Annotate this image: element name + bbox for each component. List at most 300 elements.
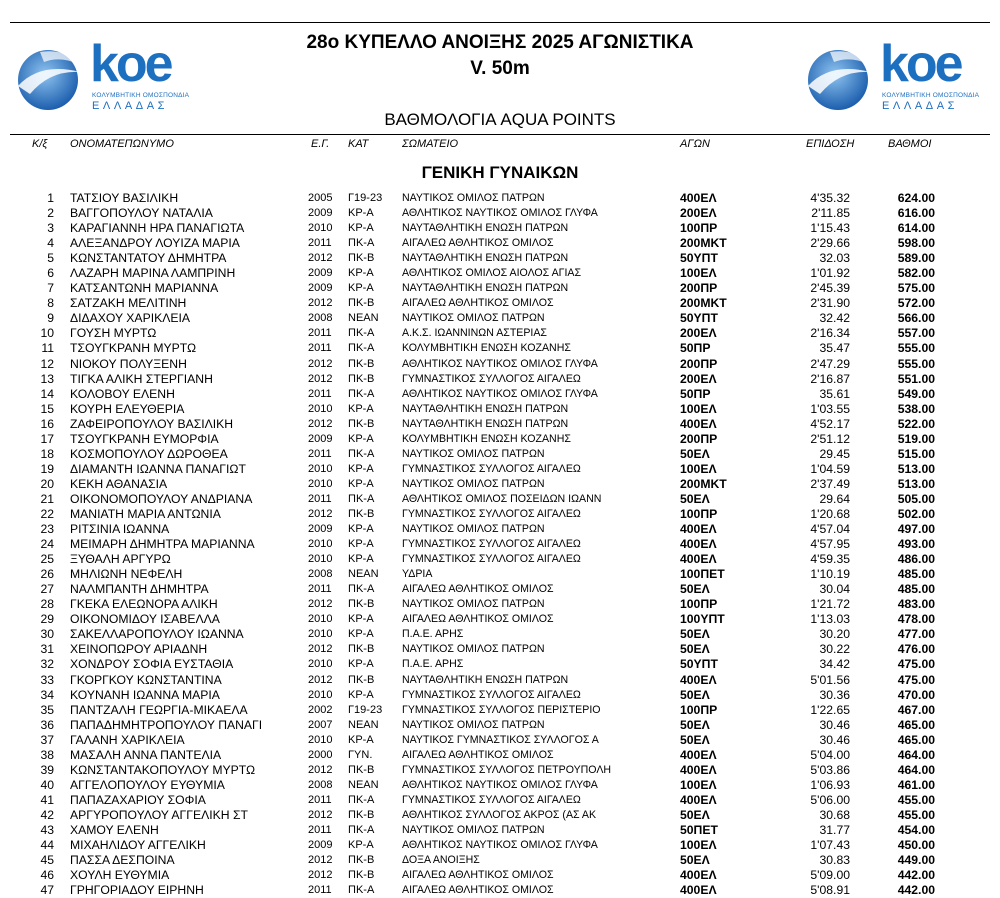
time-cell: 2'31.90 — [810, 296, 850, 311]
table-row — [0, 748, 1000, 763]
points-cell: 522.00 — [897, 416, 935, 431]
birth-year-cell: 2010 — [308, 553, 333, 566]
club-cell: ΝΑΥΤΑΘΛΗΤΙΚΗ ΕΝΩΣΗ ΠΑΤΡΩΝ — [402, 282, 569, 295]
name-cell: ΜΙΧΑΗΛΙΔΟΥ ΑΓΓΕΛΙΚΗ — [70, 838, 206, 853]
points-cell: 478.00 — [897, 612, 935, 627]
birth-year-cell: 2008 — [308, 312, 333, 325]
club-cell: ΓΥΜΝΑΣΤΙΚΟΣ ΣΥΛΛΟΓΟΣ ΑΙΓΑΛΕΩ — [402, 538, 581, 551]
name-cell: ΜΗΛΙΩΝΗ ΝΕΦΕΛΗ — [70, 567, 183, 582]
club-cell: ΔΟΞΑ ΑΝΟΙΞΗΣ — [402, 854, 480, 867]
rank-cell: 17 — [40, 431, 54, 446]
event-cell: 400ΕΛ — [680, 762, 717, 777]
name-cell: ΜΕΙΜΑΡΗ ΔΗΜΗΤΡΑ ΜΑΡΙΑΝΝΑ — [70, 537, 255, 552]
birth-year-cell: 2009 — [308, 432, 333, 445]
event-cell: 50ΕΛ — [680, 582, 710, 597]
name-cell: ΚΑΡΑΓΙΑΝΝΗ ΗΡΑ ΠΑΝΑΓΙΩΤΑ — [70, 221, 245, 236]
time-cell: 5'08.91 — [810, 883, 850, 898]
rank-cell: 22 — [40, 506, 54, 521]
event-cell: 400ΕΛ — [680, 552, 717, 567]
col-header-year: Ε.Γ. — [311, 138, 330, 150]
table-row — [0, 507, 1000, 522]
time-cell: 4'57.04 — [810, 522, 850, 537]
table-row — [0, 357, 1000, 372]
table-row — [0, 221, 1000, 236]
col-header-event: ΑΓΩΝ — [680, 138, 710, 150]
table-row — [0, 296, 1000, 311]
event-cell: 400ΕΛ — [680, 868, 717, 883]
rank-cell: 1 — [47, 191, 54, 205]
event-cell: 400ΕΛ — [680, 792, 717, 807]
rank-cell: 12 — [40, 356, 54, 371]
birth-year-cell: 2012 — [308, 673, 333, 686]
points-cell: 464.00 — [897, 747, 935, 762]
name-cell: ΚΟΥΡΗ ΕΛΕΥΘΕΡΙΑ — [70, 401, 185, 416]
points-cell: 454.00 — [897, 822, 935, 837]
club-cell: Α.Κ.Σ. ΙΩΑΝΝΙΝΩΝ ΑΣΤΕΡΙΑΣ — [402, 327, 547, 340]
category-cell: ΚΡ-Α — [348, 658, 374, 671]
club-cell: ΝΑΥΤΙΚΟΣ ΟΜΙΛΟΣ ΠΑΤΡΩΝ — [402, 643, 545, 656]
rank-cell: 6 — [47, 266, 54, 281]
rank-cell: 14 — [40, 386, 54, 401]
name-cell: ΤΣΟΥΓΚΡΑΝΗ ΕΥΜΟΡΦΙΑ — [70, 431, 219, 446]
time-cell: 4'35.32 — [810, 191, 850, 205]
time-cell: 1'07.43 — [810, 838, 850, 853]
results-table — [0, 191, 1000, 898]
table-row — [0, 462, 1000, 477]
table-row — [0, 597, 1000, 612]
club-cell: ΓΥΜΝΑΣΤΙΚΟΣ ΣΥΛΛΟΓΟΣ ΑΙΓΑΛΕΩ — [402, 372, 581, 385]
rank-cell: 42 — [40, 807, 54, 822]
category-cell: ΠΚ-Β — [348, 673, 375, 686]
rank-cell: 40 — [40, 777, 54, 792]
time-cell: 30.83 — [819, 853, 850, 868]
event-cell: 200ΠΡ — [680, 281, 718, 296]
name-cell: ΧΟΥΛΗ ΕΥΘΥΜΙΑ — [70, 868, 170, 883]
section-title: ΓΕΝΙΚΗ ΓΥΝΑΙΚΩΝ — [421, 163, 579, 182]
event-cell: 50ΕΛ — [680, 717, 710, 732]
event-cell: 50ΥΠΤ — [680, 657, 718, 672]
name-cell: ΓΑΛΑΝΗ ΧΑΡΙΚΛΕΙΑ — [70, 732, 185, 747]
birth-year-cell: 2010 — [308, 628, 333, 641]
time-cell: 2'16.34 — [810, 326, 850, 341]
points-cell: 616.00 — [897, 206, 935, 221]
table-row — [0, 868, 1000, 883]
table-row — [0, 537, 1000, 552]
points-cell: 572.00 — [897, 296, 935, 311]
time-cell: 1'10.19 — [810, 567, 850, 582]
name-cell: ΤΙΓΚΑ ΑΛΙΚΗ ΣΤΕΡΓΙΑΝΗ — [70, 371, 213, 386]
event-cell: 200ΕΛ — [680, 206, 717, 221]
event-cell: 200ΜΚΤ — [680, 296, 727, 311]
category-cell: ΠΚ-Β — [348, 643, 375, 656]
table-row — [0, 612, 1000, 627]
points-cell: 549.00 — [897, 386, 935, 401]
rank-cell: 8 — [47, 296, 54, 311]
time-cell: 32.42 — [819, 311, 850, 326]
category-cell: ΠΚ-Α — [348, 237, 375, 250]
birth-year-cell: 2010 — [308, 658, 333, 671]
category-cell: ΚΡ-Α — [348, 733, 374, 746]
ranking-title: ΒΑΘΜΟΛΟΓΙΑ AQUA POINTS — [384, 110, 616, 129]
table-row — [0, 341, 1000, 356]
name-cell: ΣΑΚΕΛΛΑΡΟΠΟΥΛΟΥ ΙΩΑΝΝΑ — [70, 627, 244, 642]
category-cell: ΠΚ-Α — [348, 583, 375, 596]
points-cell: 614.00 — [897, 221, 935, 236]
category-cell: ΠΚ-Α — [348, 492, 375, 505]
table-row — [0, 326, 1000, 341]
name-cell: ΚΟΥΝΑΝΗ ΙΩΑΝΝΑ ΜΑΡΙΑ — [70, 687, 220, 702]
name-cell: ΝΑΛΜΠΑΝΤΗ ΔΗΜΗΤΡΑ — [70, 582, 209, 597]
time-cell: 32.03 — [819, 251, 850, 266]
category-cell: ΝΕΑΝ — [348, 718, 379, 731]
club-cell: Π.Α.Ε. ΑΡΗΣ — [402, 658, 464, 671]
birth-year-cell: 2007 — [308, 718, 333, 731]
name-cell: ΤΣΟΥΓΚΡΑΝΗ ΜΥΡΤΩ — [70, 341, 197, 356]
event-cell: 50ΠΡ — [680, 341, 711, 356]
category-cell: ΚΡ-Α — [348, 402, 374, 415]
category-cell: ΠΚ-Α — [348, 387, 375, 400]
table-row — [0, 522, 1000, 537]
birth-year-cell: 2012 — [308, 808, 333, 821]
birth-year-cell: 2011 — [308, 492, 332, 505]
birth-year-cell: 2011 — [308, 793, 332, 806]
birth-year-cell: 2010 — [308, 462, 333, 475]
rank-cell: 32 — [40, 657, 54, 672]
rank-cell: 2 — [47, 206, 54, 221]
rank-cell: 47 — [40, 883, 54, 898]
category-cell: ΠΚ-Α — [348, 447, 375, 460]
category-cell: ΚΡ-Α — [348, 628, 374, 641]
table-row — [0, 688, 1000, 703]
rank-cell: 5 — [47, 251, 54, 266]
event-cell: 50ΠΕΤ — [680, 822, 718, 837]
points-cell: 519.00 — [897, 431, 935, 446]
points-cell: 538.00 — [897, 401, 935, 416]
rank-cell: 29 — [40, 612, 54, 627]
time-cell: 1'22.65 — [810, 702, 850, 717]
time-cell: 2'47.29 — [810, 356, 850, 371]
club-cell: ΥΔΡΙΑ — [402, 568, 433, 581]
points-cell: 589.00 — [897, 251, 935, 266]
time-cell: 1'13.03 — [810, 612, 850, 627]
table-row — [0, 236, 1000, 251]
club-cell: Π.Α.Ε. ΑΡΗΣ — [402, 628, 464, 641]
birth-year-cell: 2011 — [308, 342, 332, 355]
points-cell: 477.00 — [897, 627, 935, 642]
club-cell: ΝΑΥΤΙΚΟΣ ΟΜΙΛΟΣ ΠΑΤΡΩΝ — [402, 312, 545, 325]
name-cell: ΠΑΝΤΖΑΛΗ ΓΕΩΡΓΙΑ-ΜΙΚΑΕΛΑ — [70, 702, 248, 717]
club-cell: ΝΑΥΤΙΚΟΣ ΟΜΙΛΟΣ ΠΑΤΡΩΝ — [402, 447, 545, 460]
name-cell: ΣΑΤΖΑΚΗ ΜΕΛΙΤΙΝΗ — [70, 296, 187, 311]
birth-year-cell: 2012 — [308, 357, 333, 370]
points-cell: 575.00 — [897, 281, 935, 296]
event-cell: 200ΕΛ — [680, 326, 717, 341]
table-row — [0, 823, 1000, 838]
birth-year-cell: 2010 — [308, 222, 333, 235]
points-cell: 551.00 — [897, 371, 935, 386]
rank-cell: 21 — [40, 491, 54, 506]
points-cell: 582.00 — [897, 266, 935, 281]
table-row — [0, 552, 1000, 567]
logo-wordmark: koe — [880, 35, 961, 93]
rank-cell: 27 — [40, 582, 54, 597]
name-cell: ΜΑΣΑΛΗ ΑΝΝΑ ΠΑΝΤΕΛΙΑ — [70, 747, 222, 762]
rank-cell: 25 — [40, 552, 54, 567]
club-cell: ΚΟΛΥΜΒΗΤΙΚΗ ΕΝΩΣΗ ΚΟΖΑΝΗΣ — [402, 342, 571, 355]
col-header-category: ΚΑΤ — [348, 138, 369, 150]
event-cell: 200ΕΛ — [680, 371, 717, 386]
points-cell: 555.00 — [897, 341, 935, 356]
points-cell: 502.00 — [897, 506, 935, 521]
points-cell: 449.00 — [897, 853, 935, 868]
birth-year-cell: 2012 — [308, 854, 333, 867]
category-cell: ΚΡ-Α — [348, 523, 374, 536]
event-cell: 50ΥΠΤ — [680, 251, 718, 266]
category-cell: ΠΚ-Β — [348, 507, 375, 520]
time-cell: 4'52.17 — [810, 416, 850, 431]
birth-year-cell: 2012 — [308, 417, 333, 430]
points-cell: 476.00 — [897, 642, 935, 657]
club-cell: ΑΘΛΗΤΙΚΟΣ ΝΑΥΤΙΚΟΣ ΟΜΙΛΟΣ ΓΛΥΦΑ — [402, 207, 598, 220]
rank-cell: 35 — [40, 702, 54, 717]
name-cell: ΔΙΔΑΧΟΥ ΧΑΡΙΚΛΕΙΑ — [70, 311, 190, 326]
time-cell: 1'15.43 — [810, 221, 850, 236]
points-cell: 465.00 — [897, 732, 935, 747]
points-cell: 513.00 — [897, 476, 935, 491]
table-row — [0, 492, 1000, 507]
club-cell: ΓΥΜΝΑΣΤΙΚΟΣ ΣΥΛΛΟΓΟΣ ΑΙΓΑΛΕΩ — [402, 688, 581, 701]
event-cell: 100ΕΛ — [680, 461, 717, 476]
category-cell: Γ19-23 — [348, 192, 383, 204]
name-cell: ΠΑΠΑΔΗΜΗΤΡΟΠΟΥΛΟΥ ΠΑΝΑΓΙ — [70, 717, 263, 732]
name-cell: ΠΑΣΣΑ ΔΕΣΠΟΙΝΑ — [70, 853, 175, 868]
birth-year-cell: 2009 — [308, 207, 333, 220]
category-cell: ΠΚ-Α — [348, 793, 375, 806]
birth-year-cell: 2010 — [308, 613, 333, 626]
category-cell: ΚΡ-Α — [348, 207, 374, 220]
time-cell: 5'06.00 — [810, 792, 850, 807]
club-cell: ΓΥΜΝΑΣΤΙΚΟΣ ΣΥΛΛΟΓΟΣ ΑΙΓΑΛΕΩ — [402, 793, 581, 806]
club-cell: ΑΘΛΗΤΙΚΟΣ ΟΜΙΛΟΣ ΠΟΣΕΙΔΩΝ ΙΩΑΝΝ — [402, 492, 602, 505]
club-cell: ΚΟΛΥΜΒΗΤΙΚΗ ΕΝΩΣΗ ΚΟΖΑΝΗΣ — [402, 432, 571, 445]
category-cell: ΝΕΑΝ — [348, 568, 379, 581]
time-cell: 29.45 — [819, 446, 850, 461]
points-cell: 455.00 — [897, 807, 935, 822]
table-row — [0, 567, 1000, 582]
logo-country: ΕΛΛΑΔΑΣ — [92, 100, 169, 112]
points-cell: 461.00 — [897, 777, 935, 792]
name-cell: ΚΟΣΜΟΠΟΥΛΟΥ ΔΩΡΟΘΕΑ — [70, 446, 228, 461]
time-cell: 1'03.55 — [810, 401, 850, 416]
event-cell: 50ΕΛ — [680, 732, 710, 747]
rank-cell: 26 — [40, 567, 54, 582]
category-cell: ΓΥΝ. — [348, 748, 373, 761]
table-row — [0, 266, 1000, 281]
table-row — [0, 883, 1000, 898]
name-cell: ΒΑΓΓΟΠΟΥΛΟΥ ΝΑΤΑΛΙΑ — [70, 206, 213, 221]
birth-year-cell: 2005 — [308, 192, 333, 204]
category-cell: ΚΡ-Α — [348, 432, 374, 445]
event-cell: 400ΕΛ — [680, 416, 717, 431]
category-cell: ΚΡ-Α — [348, 688, 374, 701]
club-cell: ΝΑΥΤΑΘΛΗΤΙΚΗ ΕΝΩΣΗ ΠΑΤΡΩΝ — [402, 252, 569, 265]
col-header-time: ΕΠΙΔΟΣΗ — [806, 138, 855, 150]
name-cell: ΔΙΑΜΑΝΤΗ ΙΩΑΝΝΑ ΠΑΝΑΓΙΩΤ — [70, 461, 246, 476]
club-cell: ΑΙΓΑΛΕΩ ΑΘΛΗΤΙΚΟΣ ΟΜΙΛΟΣ — [402, 869, 554, 882]
document-subtitle: V. 50m — [470, 58, 530, 79]
table-row — [0, 477, 1000, 492]
category-cell: ΠΚ-Β — [348, 869, 375, 882]
event-cell: 400ΕΛ — [680, 522, 717, 537]
category-cell: ΠΚ-Α — [348, 884, 375, 897]
rank-cell: 37 — [40, 732, 54, 747]
table-row — [0, 281, 1000, 296]
birth-year-cell: 2008 — [308, 778, 333, 791]
time-cell: 5'03.86 — [810, 762, 850, 777]
table-row — [0, 703, 1000, 718]
time-cell: 29.64 — [819, 491, 850, 506]
points-cell: 475.00 — [897, 657, 935, 672]
category-cell: ΝΕΑΝ — [348, 312, 379, 325]
points-cell: 475.00 — [897, 672, 935, 687]
club-cell: ΓΥΜΝΑΣΤΙΚΟΣ ΣΥΛΛΟΓΟΣ ΑΙΓΑΛΕΩ — [402, 553, 581, 566]
category-cell: ΚΡ-Α — [348, 222, 374, 235]
birth-year-cell: 2009 — [308, 839, 333, 852]
rank-cell: 7 — [47, 281, 54, 296]
time-cell: 4'59.35 — [810, 552, 850, 567]
rank-cell: 20 — [40, 476, 54, 491]
points-cell: 505.00 — [897, 491, 935, 506]
name-cell: ΚΑΤΣΑΝΤΩΝΗ ΜΑΡΙΑΝΝΑ — [70, 281, 219, 296]
birth-year-cell: 2011 — [308, 884, 332, 897]
rank-cell: 11 — [41, 341, 54, 356]
birth-year-cell: 2010 — [308, 538, 333, 551]
points-cell: 450.00 — [897, 838, 935, 853]
event-cell: 200ΜΚΤ — [680, 476, 727, 491]
club-cell: ΑΘΛΗΤΙΚΟΣ ΣΥΛΛΟΓΟΣ ΑΚΡΟΣ (ΑΣ ΑΚ — [402, 808, 597, 821]
birth-year-cell: 2011 — [308, 823, 332, 836]
name-cell: ΚΩΝΣΤΑΝΤΑΚΟΠΟΥΛΟΥ ΜΥΡΤΩ — [70, 762, 256, 777]
event-cell: 100ΥΠΤ — [680, 612, 725, 627]
birth-year-cell: 2011 — [308, 327, 332, 340]
birth-year-cell: 2012 — [308, 643, 333, 656]
points-cell: 455.00 — [897, 792, 935, 807]
points-cell: 497.00 — [897, 522, 935, 537]
table-row — [0, 582, 1000, 597]
event-cell: 50ΕΛ — [680, 853, 710, 868]
time-cell: 35.47 — [819, 341, 850, 356]
category-cell: ΠΚ-Β — [348, 372, 375, 385]
time-cell: 2'16.87 — [810, 371, 850, 386]
club-cell: ΑΘΛΗΤΙΚΟΣ ΝΑΥΤΙΚΟΣ ΟΜΙΛΟΣ ΓΛΥΦΑ — [402, 778, 598, 791]
category-cell: ΚΡ-Α — [348, 538, 374, 551]
category-cell: ΠΚ-Β — [348, 763, 375, 776]
rank-cell: 24 — [40, 537, 54, 552]
rank-cell: 28 — [40, 597, 54, 612]
points-cell: 486.00 — [897, 552, 935, 567]
club-cell: ΝΑΥΤΙΚΟΣ ΟΜΙΛΟΣ ΠΑΤΡΩΝ — [402, 477, 545, 490]
col-header-rank: Κ/ξ — [32, 138, 48, 150]
name-cell: ΞΥΘΑΛΗ ΑΡΓΥΡΩ — [70, 552, 171, 567]
time-cell: 2'45.39 — [810, 281, 850, 296]
document-title: 28ο ΚΥΠΕΛΛΟ ΑΝΟΙΞΗΣ 2025 ΑΓΩΝΙΣΤΙΚΑ — [306, 32, 694, 53]
logo-wordmark: koe — [90, 35, 171, 93]
rank-cell: 30 — [40, 627, 54, 642]
points-cell: 598.00 — [897, 236, 935, 251]
name-cell: ΚΕΚΗ ΑΘΑΝΑΣΙΑ — [70, 476, 168, 491]
birth-year-cell: 2012 — [308, 252, 333, 265]
club-cell: ΝΑΥΤΑΘΛΗΤΙΚΗ ΕΝΩΣΗ ΠΑΤΡΩΝ — [402, 417, 569, 430]
name-cell: ΖΑΦΕΙΡΟΠΟΥΛΟΥ ΒΑΣΙΛΙΚΗ — [70, 416, 234, 431]
table-row — [0, 763, 1000, 778]
time-cell: 4'57.95 — [810, 537, 850, 552]
category-cell: ΠΚ-Β — [348, 297, 375, 310]
rank-cell: 38 — [40, 747, 54, 762]
points-cell: 493.00 — [897, 537, 935, 552]
club-cell: ΝΑΥΤΙΚΟΣ ΓΥΜΝΑΣΤΙΚΟΣ ΣΥΛΛΟΓΟΣ Α — [402, 733, 599, 746]
points-cell: 624.00 — [897, 191, 935, 205]
points-cell: 485.00 — [897, 567, 935, 582]
club-cell: ΑΘΛΗΤΙΚΟΣ ΟΜΙΛΟΣ ΑΙΟΛΟΣ ΑΓΙΑΣ — [402, 267, 582, 280]
club-cell: ΝΑΥΤΑΘΛΗΤΙΚΗ ΕΝΩΣΗ ΠΑΤΡΩΝ — [402, 402, 569, 415]
rank-cell: 16 — [40, 416, 54, 431]
logo-subtitle: ΚΟΛΥΜΒΗΤΙΚΗ ΟΜΟΣΠΟΝΔΙΑ — [882, 92, 980, 99]
birth-year-cell: 2011 — [308, 447, 332, 460]
category-cell: ΚΡ-Α — [348, 462, 374, 475]
header-rule — [10, 134, 990, 135]
name-cell: ΚΩΝΣΤΑΝΤΑΤΟΥ ΔΗΜΗΤΡΑ — [70, 251, 227, 266]
event-cell: 100ΕΛ — [680, 266, 717, 281]
time-cell: 1'01.92 — [810, 266, 850, 281]
time-cell: 30.20 — [819, 627, 850, 642]
rank-cell: 4 — [47, 236, 54, 251]
table-row — [0, 251, 1000, 266]
rank-cell: 45 — [40, 853, 54, 868]
club-cell: ΑΙΓΑΛΕΩ ΑΘΛΗΤΙΚΟΣ ΟΜΙΛΟΣ — [402, 748, 554, 761]
points-cell: 515.00 — [897, 446, 935, 461]
birth-year-cell: 2011 — [308, 583, 332, 596]
club-cell: ΝΑΥΤΑΘΛΗΤΙΚΗ ΕΝΩΣΗ ΠΑΤΡΩΝ — [402, 222, 569, 235]
event-cell: 400ΕΛ — [680, 672, 717, 687]
category-cell: ΠΚ-Β — [348, 417, 375, 430]
name-cell: ΟΙΚΟΝΟΜΙΔΟΥ ΙΣΑΒΕΛΛΑ — [70, 612, 220, 627]
birth-year-cell: 2011 — [308, 237, 332, 250]
name-cell: ΡΙΤΣΙΝΙΑ ΙΩΑΝΝΑ — [70, 522, 170, 537]
top-rule — [10, 22, 990, 23]
points-cell: 442.00 — [897, 883, 935, 898]
time-cell: 5'09.00 — [810, 868, 850, 883]
birth-year-cell: 2000 — [308, 748, 333, 761]
club-cell: ΝΑΥΤΙΚΟΣ ΟΜΙΛΟΣ ΠΑΤΡΩΝ — [402, 598, 545, 611]
category-cell: ΚΡ-Α — [348, 553, 374, 566]
table-row — [0, 432, 1000, 447]
name-cell: ΧΕΙΝΟΠΩΡΟΥ ΑΡΙΑΔΝΗ — [70, 642, 208, 657]
time-cell: 30.46 — [819, 732, 850, 747]
time-cell: 5'01.56 — [810, 672, 850, 687]
table-row — [0, 673, 1000, 688]
event-cell: 50ΥΠΤ — [680, 311, 718, 326]
time-cell: 30.36 — [819, 687, 850, 702]
category-cell: ΚΡ-Α — [348, 267, 374, 280]
table-row — [0, 853, 1000, 868]
club-cell: ΝΑΥΤΑΘΛΗΤΙΚΗ ΕΝΩΣΗ ΠΑΤΡΩΝ — [402, 673, 569, 686]
category-cell: ΠΚ-Β — [348, 252, 375, 265]
time-cell: 1'21.72 — [810, 597, 850, 612]
time-cell: 1'20.68 — [810, 506, 850, 521]
time-cell: 2'37.49 — [810, 476, 850, 491]
rank-cell: 10 — [40, 326, 54, 341]
time-cell: 34.42 — [819, 657, 850, 672]
